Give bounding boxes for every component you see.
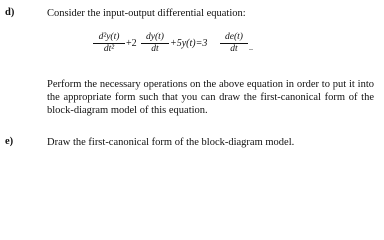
term3-denominator: dt: [230, 44, 238, 54]
term3-numerator: de(t): [225, 32, 243, 42]
equation-middle-terms: +5y(t)=3: [170, 38, 208, 49]
item-e-text: Draw the first-canonical form of the block-diagram model.: [47, 137, 295, 148]
term2-denominator: dt: [151, 44, 159, 54]
equation-term-input-derivative: [220, 32, 248, 55]
item-d-instructions: Perform the necessary operations on the above equation in order to put it into the appropriate form such that you can draw the first-canonical form of the block-diagram model of this equation.: [47, 79, 374, 116]
term2-numerator: dy(t): [146, 32, 164, 42]
equation-tail: ..: [249, 43, 253, 52]
differential-equation: [0, 0, 384, 70]
term1-numerator: d²y(t): [98, 32, 120, 42]
term1-denominator: dt²: [103, 44, 115, 54]
item-d-label: d): [5, 7, 15, 18]
item-d-intro: Consider the input-output differential equation:: [47, 8, 246, 19]
item-e-label: e): [5, 136, 14, 147]
equation-term-first-derivative: [141, 32, 169, 55]
equation-plus-two: +2: [126, 38, 137, 49]
equation-term-second-derivative: [93, 32, 125, 55]
